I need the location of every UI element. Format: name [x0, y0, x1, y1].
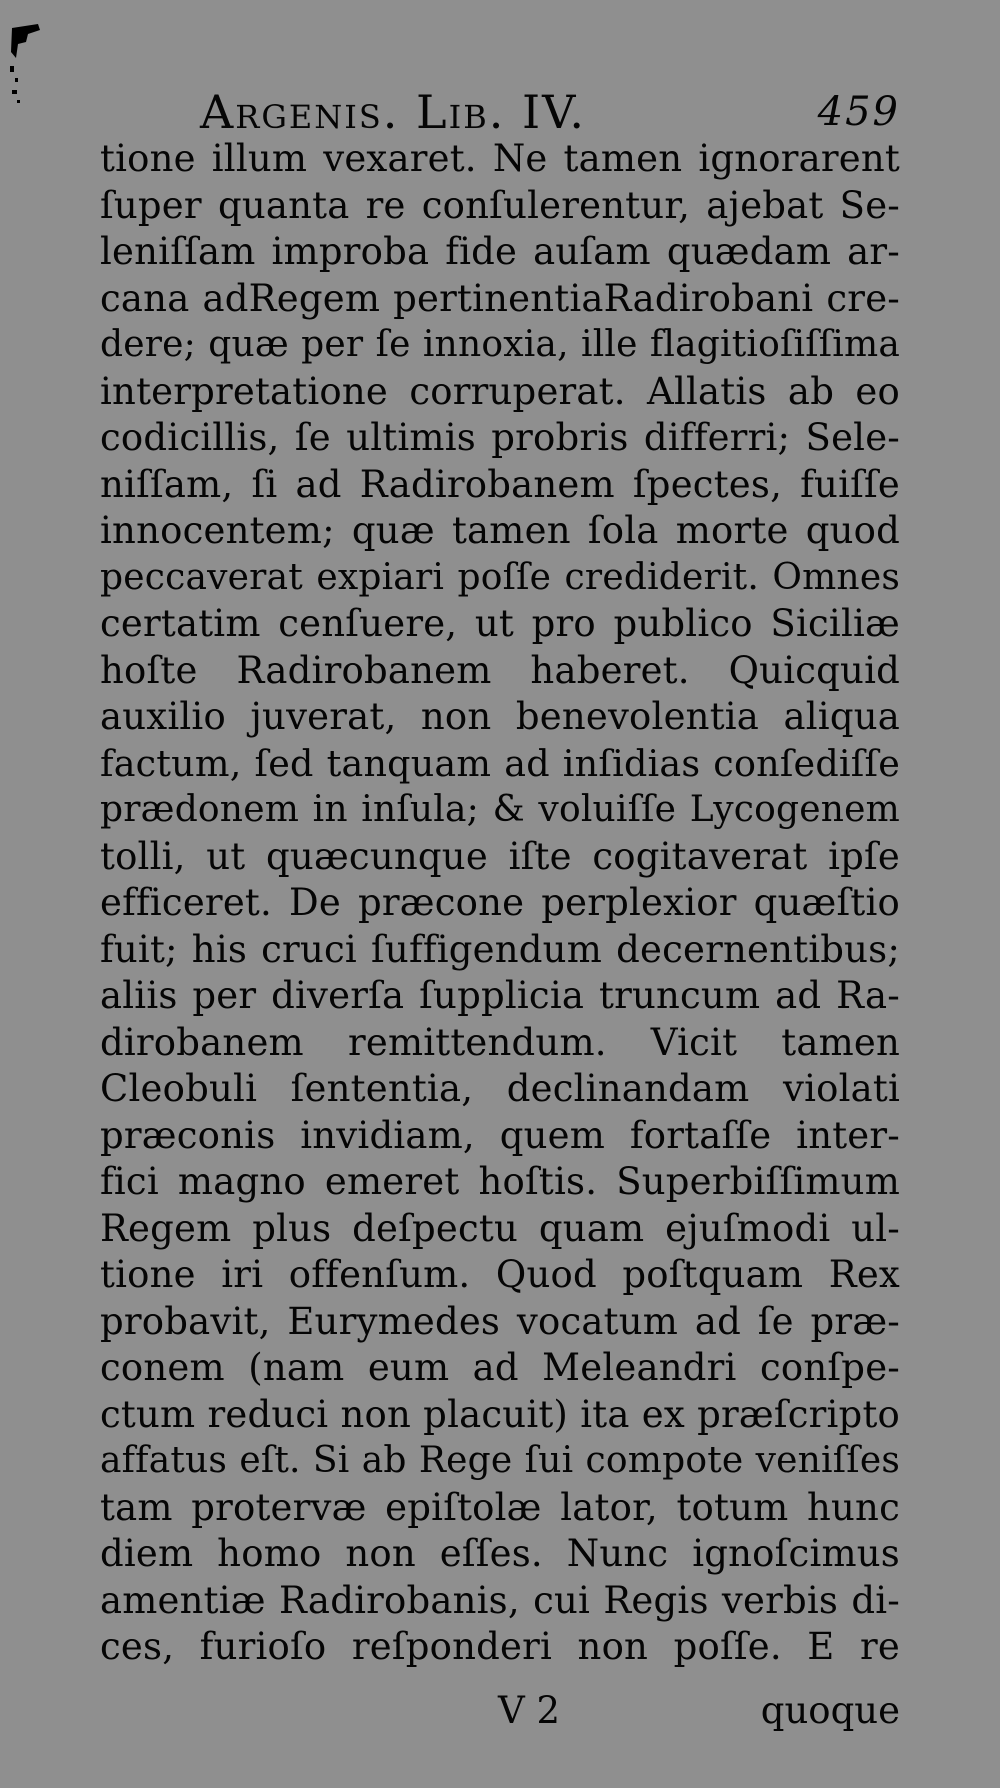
text-line: auxilio juverat, non benevolentia aliqua — [100, 695, 900, 738]
text-line: tolli, ut quæcunque iſte cogitaverat ipſe — [100, 834, 900, 878]
text-line: peccaverat expiari poſſe crediderit. Omnes — [100, 556, 900, 598]
text-line: interpretatione corruperat. Allatis ab eo — [100, 369, 900, 413]
catchword: quoque — [760, 1689, 900, 1732]
text-line: tam protervæ epiſtolæ lator, totum hunc — [100, 1485, 900, 1529]
page-number: 459 — [817, 89, 900, 135]
text-line: certatim cenſuere, ut pro publico Siciliæ — [100, 602, 900, 645]
text-line: dirobanem remittendum. Vicit tamen — [100, 1020, 900, 1064]
signature-mark: V 2 — [498, 1689, 561, 1732]
body-text — [100, 136, 900, 1671]
text-line: affatus eſt. Si ab Rege ſui compote veniſſes — [100, 1440, 900, 1481]
text-line: codicillis, ſe ultimis probris differri; Sele- — [100, 416, 900, 459]
ink-smudge-mark — [8, 22, 42, 114]
text-line: aliis per diverſa ſupplicia truncum ad Ra- — [100, 974, 900, 1017]
text-line: præconis invidiam, quem fortaſſe inter- — [100, 1113, 900, 1157]
text-line: hoſte Radirobanem haberet. Quicquid — [100, 648, 900, 692]
text-line: ſuper quanta re conſulerentur, ajebat Se- — [100, 183, 900, 227]
page-footer — [100, 1686, 900, 1736]
text-line: factum, ſed tanquam ad inſidias conſediſſe — [100, 741, 900, 785]
text-line: ctum reduci non placuit) ita ex præſcripto — [100, 1392, 900, 1436]
text-line: innocentem; quæ tamen ſola morte quod — [100, 509, 900, 552]
text-line: dere; quæ per ſe innoxia, ille flagitioſiſſima — [100, 324, 900, 365]
text-line: Cleobuli ſententia, declinandam violati — [100, 1067, 900, 1110]
text-line: diem homo non eſſes. Nunc ignoſcimus — [100, 1532, 900, 1575]
text-line: niſſam, ſi ad Radirobanem ſpectes, fuiſſe — [100, 462, 900, 506]
text-line: conem (nam eum ad Meleandri conſpe- — [100, 1346, 900, 1389]
text-line: efficeret. De præcone perplexior quæſtio — [100, 881, 900, 924]
text-line: fuit; his cruci ſuffigendum decernentibus; — [100, 927, 900, 971]
text-line: leniſſam improba fide auſam quædam ar- — [100, 230, 900, 273]
text-line: tione illum vexaret. Ne tamen ignorarent — [100, 137, 900, 180]
text-line: fici magno emeret hoſtis. Superbiſſimum — [100, 1160, 900, 1203]
text-line: ces, furioſo reſponderi non poſſe. E re — [100, 1625, 900, 1668]
text-line: cana adRegem pertinentiaRadirobani cre- — [100, 276, 900, 320]
text-line: amentiæ Radirobanis, cui Regis verbis di- — [100, 1578, 900, 1622]
text-line: probavit, Eurymedes vocatum ad ſe præ- — [100, 1299, 900, 1343]
text-line: prædonem in inſula; & voluiſſe Lycogenem — [100, 789, 900, 830]
text-line: Regem plus deſpectu quam ejuſmodi ul- — [100, 1206, 900, 1250]
text-line: tione iri offenſum. Quod poſtquam Rex — [100, 1253, 900, 1296]
page-header — [200, 82, 900, 142]
running-title: Argenis. Lib. IV. — [200, 85, 586, 139]
